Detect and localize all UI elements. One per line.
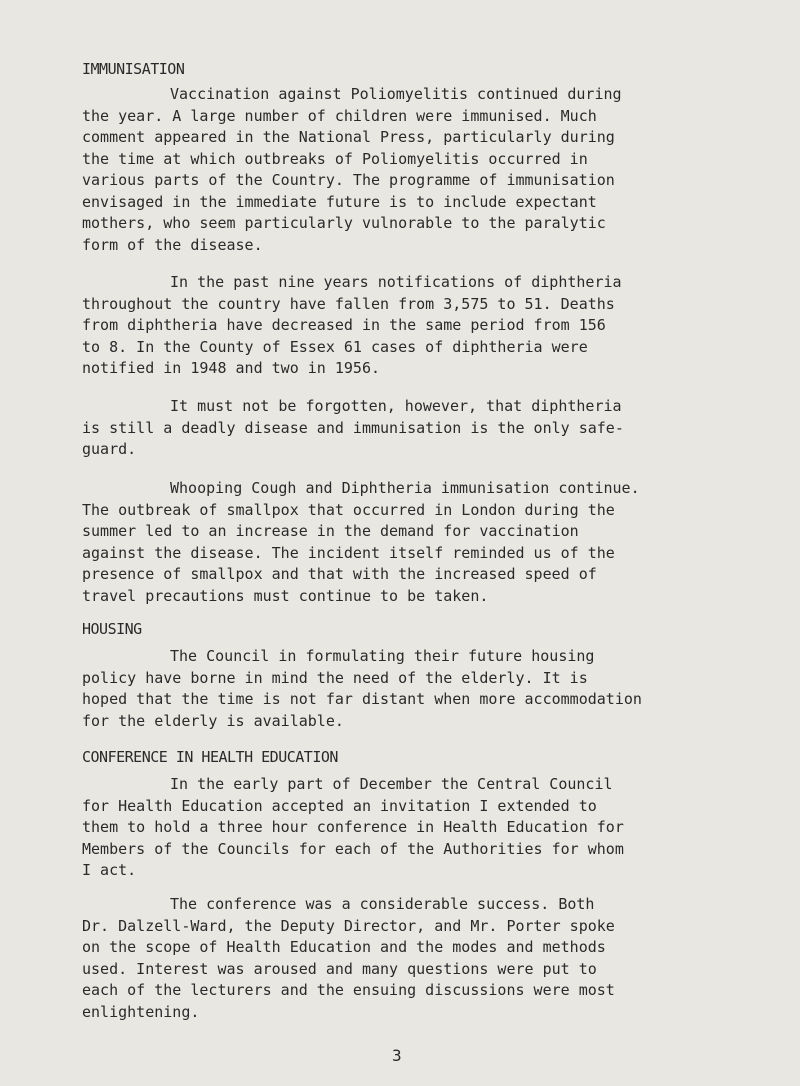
text-line: from diphtheria have decreased in the same period from 156 — [82, 316, 606, 334]
text-line: envisaged in the immediate future is to include expectant — [82, 192, 597, 211]
text-line: travel precautions must continue to be taken. — [82, 586, 489, 605]
text-line: hoped that the time is not far distant when more accommodation — [82, 690, 642, 708]
paragraph-conference-success — [82, 894, 722, 1023]
text-line: for Health Education accepted an invitation I extended to — [82, 796, 597, 815]
paragraph-diphtheria-notifications — [82, 272, 722, 380]
section-heading-immunisation: IMMUNISATION — [82, 60, 185, 78]
paragraph-housing-policy — [82, 646, 722, 732]
section-heading-conference: CONFERENCE IN HEALTH EDUCATION — [82, 748, 338, 766]
text-line: Whooping Cough and Diphtheria immunisation continue. — [170, 479, 640, 497]
text-line: each of the lecturers and the ensuing discussions were most — [82, 981, 615, 999]
section-heading-housing: HOUSING — [82, 620, 142, 638]
text-line: on the scope of Health Education and the modes and methods — [82, 938, 606, 956]
paragraph-whooping-cough-smallpox — [82, 478, 722, 607]
text-line: summer led to an increase in the demand for vaccination — [82, 522, 579, 540]
text-line: notified in 1948 and two in 1956. — [82, 359, 381, 377]
text-line: Vaccination against Poliomyelitis continued during — [170, 85, 622, 103]
text-line: the year. A large number of children were immunised. Much — [82, 106, 597, 125]
text-line: Dr. Dalzell-Ward, the Deputy Director, and Mr. Porter spoke — [82, 916, 615, 935]
text-line: is still a deadly disease and immunisation is the only safe- — [82, 418, 624, 437]
paragraph-polio-vaccination — [82, 84, 722, 256]
text-line: guard. — [82, 440, 137, 458]
text-line: used. Interest was aroused and many questions were put to — [82, 959, 597, 978]
text-line: The outbreak of smallpox that occurred in London during the — [82, 500, 615, 519]
text-line: throughout the country have fallen from 3,575 to 51. Deaths — [82, 294, 615, 313]
text-line: I act. — [82, 861, 137, 879]
paragraph-diphtheria-warning — [82, 396, 722, 461]
text-line: them to hold a three hour conference in Health Education for — [82, 818, 624, 836]
text-line: In the early part of December the Central Council — [170, 775, 613, 793]
text-line: enlightening. — [82, 1002, 200, 1021]
text-line: for the elderly is available. — [82, 711, 344, 730]
page-number: 3 — [392, 1046, 402, 1065]
text-line: various parts of the Country. The programme of immunisation — [82, 171, 615, 189]
text-line: mothers, who seem particularly vulnorable to the paralytic — [82, 214, 606, 232]
text-line: Members of the Councils for each of the Authorities for whom — [82, 839, 624, 858]
text-line: In the past nine years notifications of diphtheria — [170, 273, 622, 291]
text-line: The conference was a considerable success. Both — [170, 895, 595, 913]
text-line: The Council in formulating their future housing — [170, 647, 595, 665]
text-line: policy have borne in mind the need of the elderly. It is — [82, 668, 588, 687]
text-line: against the disease. The incident itself reminded us of the — [82, 543, 615, 562]
text-line: It must not be forgotten, however, that diphtheria — [170, 397, 622, 415]
paragraph-conference-invitation — [82, 774, 722, 882]
text-line: form of the disease. — [82, 235, 263, 254]
text-line: the time at which outbreaks of Poliomyelitis occurred in — [82, 149, 588, 168]
text-line: comment appeared in the National Press, particularly during — [82, 128, 615, 146]
text-line: to 8. In the County of Essex 61 cases of diphtheria were — [82, 337, 588, 356]
text-line: presence of smallpox and that with the increased speed of — [82, 565, 597, 583]
